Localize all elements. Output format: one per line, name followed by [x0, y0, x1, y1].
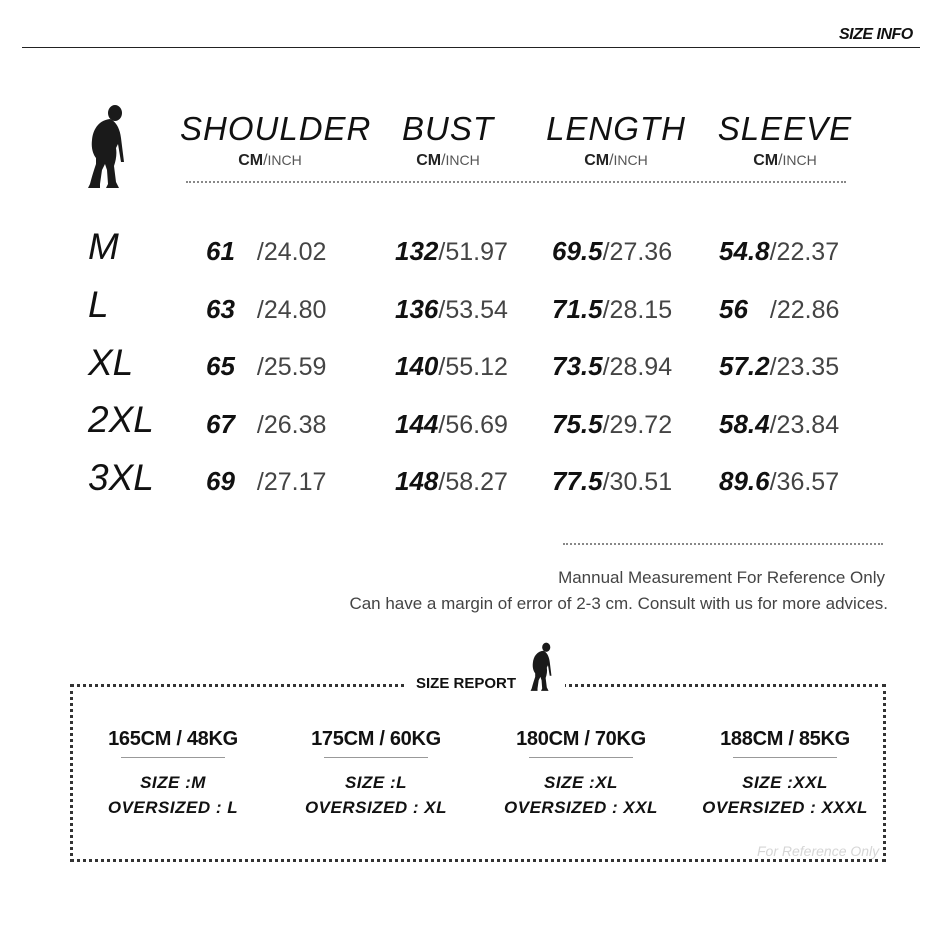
bust-cell: 144/56.69	[395, 409, 508, 439]
recommended-size: SIZE :M	[140, 773, 206, 792]
column-header-sleeve	[695, 110, 875, 170]
recommended-size: SIZE :XXL	[742, 773, 828, 792]
length-cell: 75.5/29.72	[552, 409, 673, 439]
sleeve-cell: 54.8/22.37	[719, 236, 840, 266]
reference-note: Mannual Measurement For Reference Only	[558, 568, 885, 587]
size-report-item	[481, 727, 681, 820]
oversized-size: OVERSIZED : XXXL	[702, 798, 868, 817]
column-header-bust	[358, 110, 538, 170]
oversized-size: OVERSIZED : L	[107, 798, 239, 817]
length-cell: 73.5/28.94	[552, 351, 673, 381]
column-title: SLEEVE	[717, 110, 853, 147]
column-header-length	[526, 110, 706, 170]
sleeve-cell: 56 /22.86	[719, 294, 840, 324]
shoulder-cell: 63 /24.80	[206, 294, 327, 324]
shoulder-cell: 65 /25.59	[206, 351, 327, 381]
size-report-item	[685, 727, 885, 820]
recommended-size: SIZE :L	[344, 773, 408, 792]
size-label: XL	[88, 342, 134, 383]
bust-cell: 136/53.54	[395, 294, 508, 324]
item-divider	[733, 757, 837, 758]
oversized-size: OVERSIZED : XXL	[504, 798, 658, 817]
sleeve-cell: 57.2/23.35	[719, 351, 840, 381]
size-report-item	[73, 727, 273, 820]
length-cell: 77.5/30.51	[552, 466, 673, 496]
column-title: BUST	[401, 110, 494, 147]
length-cell: 69.5/27.36	[552, 236, 673, 266]
size-label: M	[88, 226, 119, 267]
column-unit: CM/INCH	[753, 152, 817, 169]
column-header-shoulder	[180, 110, 372, 170]
size-label: 3XL	[88, 457, 154, 498]
item-divider	[324, 757, 428, 758]
height-weight: 188CM / 85KG	[720, 728, 850, 750]
header-divider	[22, 47, 920, 48]
bust-cell: 132/51.97	[395, 236, 508, 266]
sleeve-cell: 89.6/36.57	[719, 466, 840, 496]
height-weight: 165CM / 48KG	[108, 728, 238, 750]
shoulder-cell: 61 /24.02	[206, 236, 327, 266]
column-title: LENGTH	[546, 110, 686, 147]
column-unit: CM/INCH	[238, 152, 302, 169]
standing-figure-icon	[86, 104, 126, 190]
margin-note: Can have a margin of error of 2-3 cm. Consult with us for more advices.	[349, 594, 888, 613]
column-unit: CM/INCH	[416, 152, 480, 169]
bust-cell: 140/55.12	[395, 351, 508, 381]
oversized-size: OVERSIZED : XL	[304, 798, 448, 817]
size-report-title: SIZE REPORT	[416, 675, 517, 692]
recommended-size: SIZE :XL	[544, 773, 618, 792]
sleeve-cell: 58.4/23.84	[719, 409, 840, 439]
height-weight: 180CM / 70KG	[516, 728, 646, 750]
size-label: L	[88, 284, 109, 325]
column-title: SHOULDER	[180, 110, 372, 147]
shoulder-cell: 67 /26.38	[206, 409, 327, 439]
height-weight: 175CM / 60KG	[311, 728, 441, 750]
item-divider	[529, 757, 633, 758]
item-divider	[121, 757, 225, 758]
bust-cell: 148/58.27	[395, 466, 508, 496]
standing-figure-icon	[529, 642, 553, 692]
note-dotted-divider	[563, 543, 883, 545]
length-cell: 71.5/28.15	[552, 294, 673, 324]
size-info-title: SIZE INFO	[839, 26, 913, 43]
size-label: 2XL	[88, 399, 154, 440]
shoulder-cell: 69 /27.17	[206, 466, 327, 496]
column-unit: CM/INCH	[584, 152, 648, 169]
header-dotted-divider	[186, 181, 846, 183]
size-report-item	[276, 727, 476, 820]
reference-footnote: For Reference Only	[757, 843, 880, 859]
